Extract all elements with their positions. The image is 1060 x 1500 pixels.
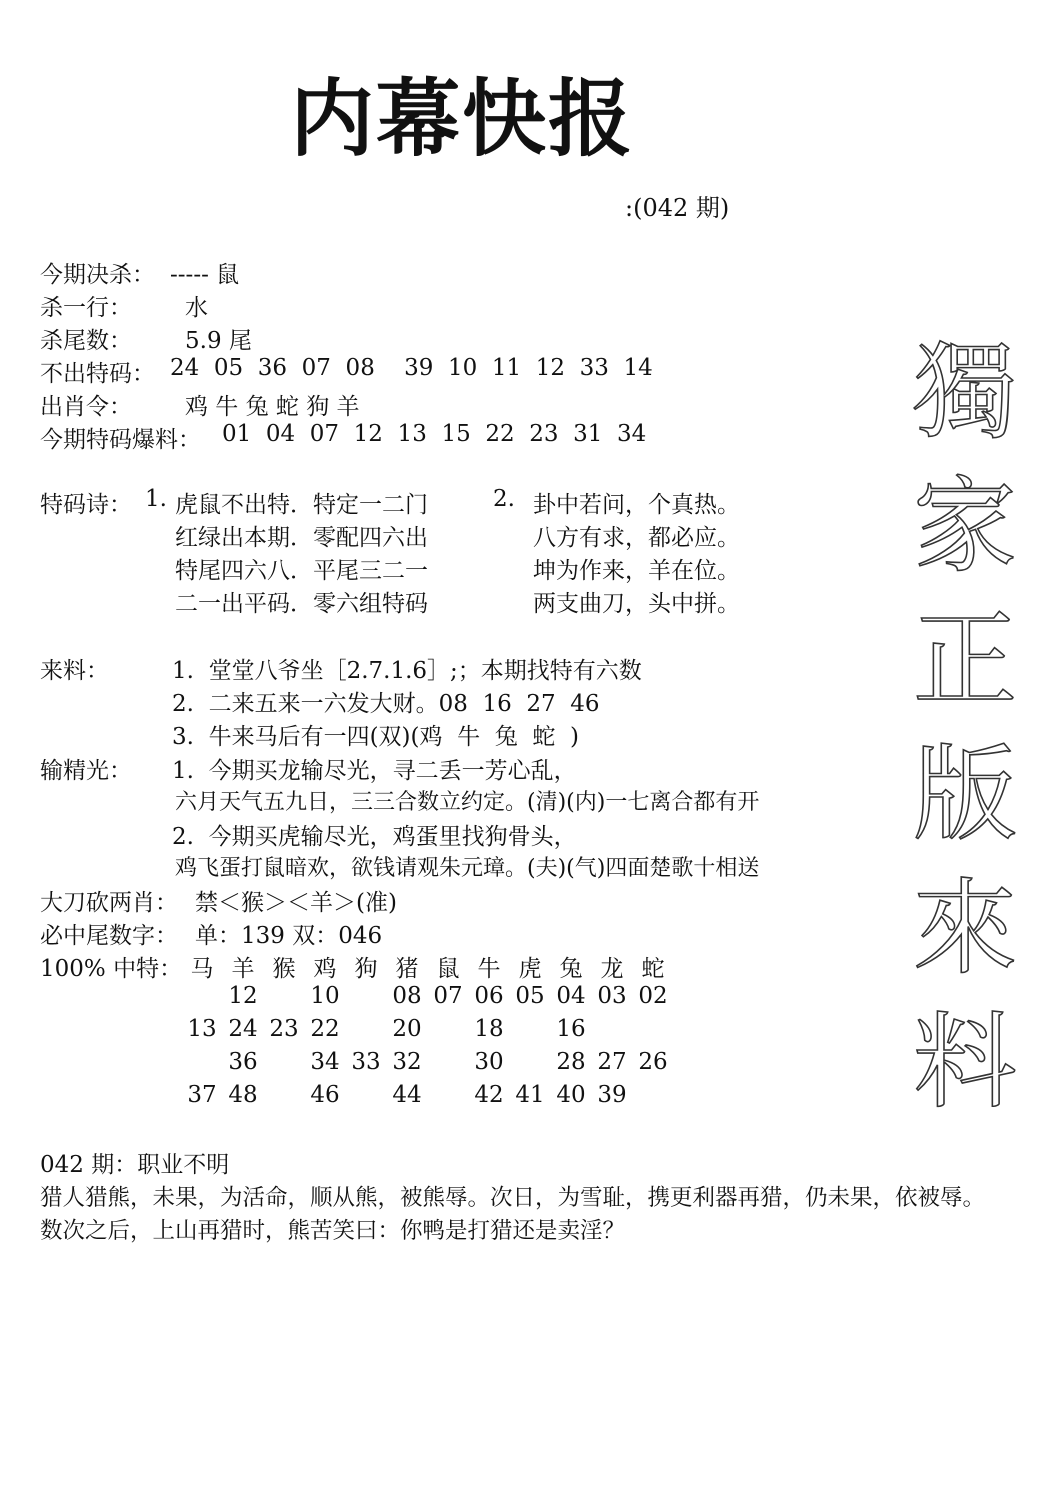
zodiac-number: 04 (556, 983, 586, 1009)
zodiac-number: 24 (228, 1016, 258, 1042)
zodiac-number: 08 (392, 983, 422, 1009)
zodiac-number: 44 (392, 1082, 422, 1108)
side-char: 獨 (912, 331, 1017, 453)
source-label: 来料： (40, 658, 109, 684)
zodiac-header: 狗 (354, 956, 378, 982)
zodiac-header: 蛇 (641, 956, 665, 982)
zodiac-number: 26 (638, 1049, 668, 1075)
knife-label: 大刀砍两肖： (40, 890, 178, 916)
zodiac-number: 10 (310, 983, 340, 1009)
zodiac-number: 03 (597, 983, 627, 1009)
lose-line: 2. 今期买虎输尽光，鸡蛋里找狗骨头， (172, 824, 577, 850)
zodiac-number: 30 (474, 1049, 504, 1075)
hot-code-value: 01 04 07 12 13 15 22 23 31 34 (222, 421, 647, 447)
poem-right-line: 卦中若问，个真热。 (533, 492, 740, 518)
zodiac-number: 33 (351, 1049, 381, 1075)
must-tail-value: 单：139 双：046 (195, 923, 383, 949)
zodiac-number: 16 (556, 1016, 586, 1042)
kill-line-value: 水 (185, 295, 208, 321)
story-heading: 042 期：职业不明 (40, 1152, 230, 1178)
zodiac-header: 鼠 (436, 956, 460, 982)
poem-left-line: 红绿出本期．零配四六出 (175, 525, 428, 551)
knife-value: 禁＜猴＞＜羊＞(准) (195, 890, 397, 916)
zodiac-number: 37 (187, 1082, 217, 1108)
side-char: 版 (912, 733, 1017, 855)
poem-number-2: 2. (493, 486, 515, 512)
side-char: 正 (912, 599, 1017, 721)
page-title: 内幕快报 (290, 70, 635, 168)
zodiac-order-value: 鸡 牛 兔 蛇 狗 羊 (185, 394, 360, 420)
zodiac-number: 34 (310, 1049, 340, 1075)
must-tail-label: 必中尾数字： (40, 923, 178, 949)
poem-label: 特码诗： (40, 492, 132, 518)
kill-line-label: 杀一行： (40, 295, 132, 321)
no-special-value: 24 05 36 07 08 39 10 11 12 33 14 (170, 355, 653, 381)
zodiac-header: 马 (190, 956, 214, 982)
zodiac-number: 48 (228, 1082, 258, 1108)
zodiac-number: 23 (269, 1016, 299, 1042)
poem-left-line: 二一出平码．零六组特码 (175, 591, 428, 617)
story-line: 数次之后，上山再猎时，熊苦笑曰：你鸭是打猎还是卖淫？ (40, 1218, 626, 1244)
zodiac-number: 02 (638, 983, 668, 1009)
zodiac-header: 羊 (231, 956, 255, 982)
zodiac-number: 40 (556, 1082, 586, 1108)
hot-code-label: 今期特码爆料： (40, 427, 201, 453)
lose-line: 鸡飞蛋打鼠暗欢，欲钱请观朱元璋。(夫)(气)四面楚歌十相送 (175, 856, 760, 881)
zodiac-header: 兔 (559, 956, 583, 982)
source-item: 2. 二来五来一六发大财。08 16 27 46 (172, 691, 600, 717)
issue-number: :(042 期) (625, 194, 730, 222)
zodiac-number: 18 (474, 1016, 504, 1042)
side-char: 料 (912, 1001, 1017, 1123)
zodiac-order-label: 出肖令： (40, 394, 132, 420)
zodiac-number: 27 (597, 1049, 627, 1075)
zodiac-number: 36 (228, 1049, 258, 1075)
source-item: 3. 牛来马后有一四(双)(鸡 牛 兔 蛇 ) (172, 724, 579, 750)
zodiac-header: 牛 (477, 956, 501, 982)
story-line: 猎人猎熊，未果，为活命，顺从熊，被熊辱。次日，为雪耻，携更利器再猎，仍未果，依被辱。 (40, 1185, 986, 1211)
side-char: 家 (912, 465, 1017, 587)
lose-label: 输精光： (40, 758, 132, 784)
poem-left-line: 特尾四六八．平尾三二一 (175, 558, 428, 584)
zodiac-number: 42 (474, 1082, 504, 1108)
no-special-label: 不出特码： (40, 361, 155, 387)
zodiac-header: 猴 (272, 956, 296, 982)
lose-line: 1. 今期买龙输尽光，寻二丢一芳心乱， (172, 758, 577, 784)
side-banner (905, 325, 1025, 1129)
zodiac-header: 虎 (518, 956, 542, 982)
poem-right-line: 两支曲刀，头中拼。 (533, 591, 740, 617)
poem-right-line: 坤为作来，羊在位。 (533, 558, 740, 584)
lose-line: 六月天气五九日，三三合数立约定。(清)(内)一七离合都有开 (175, 790, 760, 815)
kill-tail-value: 5.9 尾 (185, 328, 252, 354)
zodiac-header: 龙 (600, 956, 624, 982)
side-char: 來 (912, 867, 1017, 989)
zodiac-number: 05 (515, 983, 545, 1009)
poem-right-line: 八方有求，都必应。 (533, 525, 740, 551)
zodiac-number: 41 (515, 1082, 545, 1108)
kill-tail-label: 杀尾数： (40, 328, 132, 354)
zodiac-number: 07 (433, 983, 463, 1009)
kill-label: 今期决杀： (40, 262, 155, 288)
zodiac-number: 39 (597, 1082, 627, 1108)
zodiac-number: 28 (556, 1049, 586, 1075)
zodiac-header: 猪 (395, 956, 419, 982)
zodiac-number: 12 (228, 983, 258, 1009)
poem-number-1: 1. (145, 486, 167, 512)
zodiac-number: 32 (392, 1049, 422, 1075)
zodiac-number: 46 (310, 1082, 340, 1108)
zodiac-number: 22 (310, 1016, 340, 1042)
zodiac-number: 13 (187, 1016, 217, 1042)
source-item: 1. 堂堂八爷坐［2.7.1.6］;；本期找特有六数 (172, 658, 642, 684)
zodiac-number: 20 (392, 1016, 422, 1042)
kill-value: ----- 鼠 (170, 262, 240, 288)
zodiac-header: 鸡 (313, 956, 337, 982)
poem-left-line: 虎鼠不出特．特定一二门 (175, 492, 428, 518)
zodiac-number: 06 (474, 983, 504, 1009)
zodiac-table-label: 100% 中特： (40, 956, 183, 982)
